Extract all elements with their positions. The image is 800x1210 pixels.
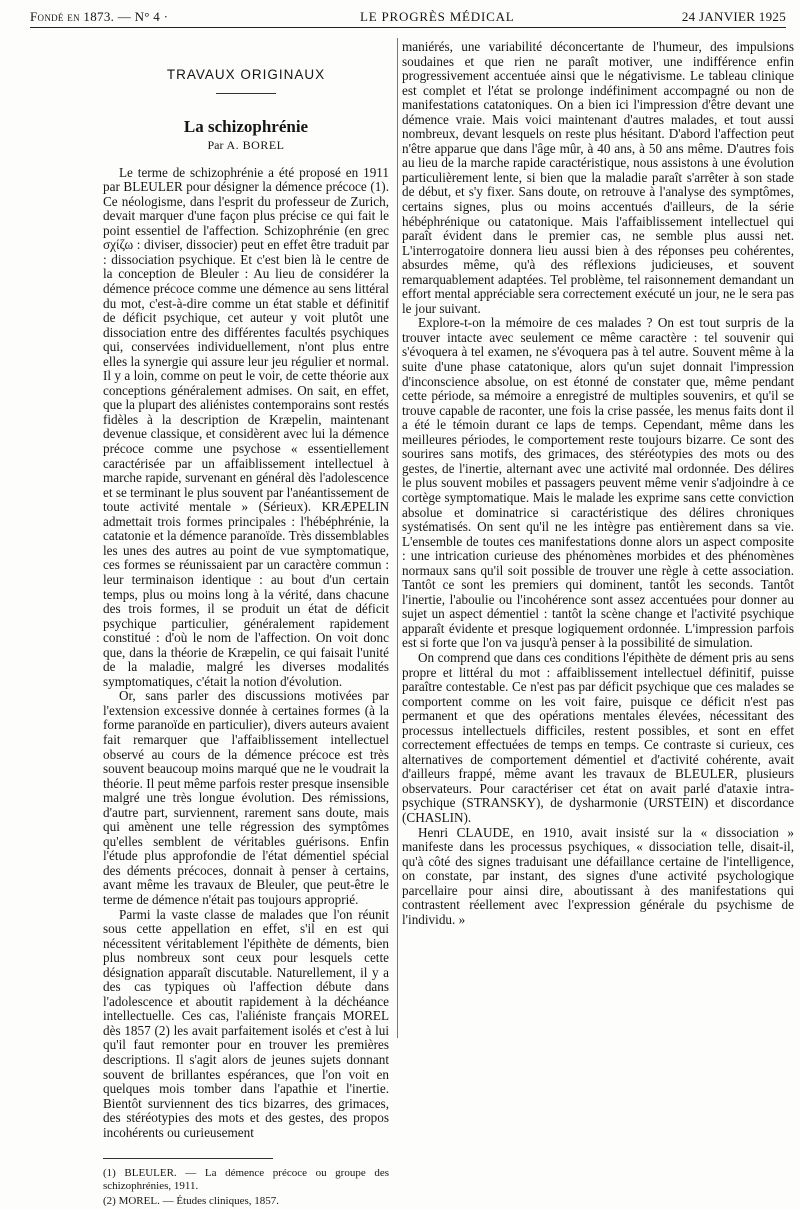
- right-column: [402, 40, 794, 927]
- paragraph: maniérés, une variabilité déconcertante de l'humeur, des impulsions soudaines et que rien ne paraît motiver, une indifférence enfin progressivement accentuée ainsi que le négativisme. Le tableau clinique est complet et l'état se prolonge indéfiniment accompagné ou non de manifestations catatoniques. On a bien ici l'impression d'être devant une démence vraie. Mais voici maintenant d'autres malades, et tout aussi nombreux, devant lesquels on reste plus hésitant. D'abord l'affection peut n'être apparue que dans l'âge mûr, à 40 ans, à 50 ans même. D'autres fois au lieu de la marche rapide caractéristique, nous assistons à une évolution particulièrement lente, si bien que la maladie paraît s'arrêter à son stade de début, et s'y fixer. Sans doute, on retrouve à l'analyse des symptômes, certains signes, plus ou moins accentués d'ailleurs, de la série hébéphrénique ou catatonique. Mais l'affaiblissement intellectuel qui paraît évident dans le premier cas, ne semble plus aussi net. L'interrogatoire donnera lieu aussi bien à des réponses peu cohérentes, absurdes même, qu'à des réflexions judicieuses, et souvent remarquablement adaptées. Tel problème, tel raisonnement demandant un effort mental appréciable sera correctement exécuté un jour, ne le sera pas le jour suivant.: [402, 39, 794, 316]
- journal-name: LE PROGRÈS MÉDICAL: [360, 9, 515, 24]
- footnote: (2) MOREL. — Études cliniques, 1857.: [103, 1195, 279, 1208]
- section-rule: [216, 93, 276, 94]
- paragraph: Henri CLAUDE, en 1910, avait insisté sur la « dissociation » manifeste dans les processus psychiques, « dissociation telle, disait-il, qu'à côté des signes traduisant une défaillance certaine de l'intelligence, on constate, par instant, des signes d'une activité psychologique parcellaire pour ainsi dire, aboutissant à des manifestations qui contrastent réellement avec l'expression générale du psychisme de l'individu. »: [402, 824, 794, 927]
- article-title: La schizophrénie: [183, 116, 309, 136]
- byline-prefix: Par: [207, 138, 224, 153]
- paragraph: Or, sans parler des discussions motivées par l'extension excessive donnée à certaines formes (à la forme paranoïde en particulier), divers auteurs avaient fait remarquer que l'affaiblissement intellectuel observé au cours de la démence précoce est très souvent beaucoup moins marqué que ne le voudrait la théorie. Il peut même parfois rester presque insensible malgré une très longue évolution. Des rémissions, d'autre part, surviennent, rarement sans doute, mais qui amènent une telle régression des symptômes qu'elles semblent de véritables guérisons. Enfin l'étude plus approfondie de l'état démentiel spécial des déments précoces, donnait à penser à certains, avant même les travaux de Bleuler, que peut-être le terme de démence n'était pas toujours approprié.: [103, 688, 389, 907]
- header-founded: Fondé en 1873. — N° 4 ·: [30, 9, 169, 24]
- paragraph: Parmi la vaste classe de malades que l'on réunit sous cette appellation en effet, s'il en est qui nécessitent véritablement l'épithète de déments, bien plus nombreux sont ceux pour lesquels cette désignation apparaît discutable. Naturellement, il y a des cas typiques où l'affection débute dans l'adolescence et aboutit rapidement à la déchéance intellectuelle. Ces cas, l'aliéniste français MOREL dès 1857 (2) les avait parfaitement isolés et c'est à lui qu'il faut remonter pour en trouver les premières descriptions. Il s'agit alors de jeunes sujets donnant souvent de brillantes espérances, que l'on voit en quelques mois tomber dans l'apathie et l'inertie. Bientôt surviennent des tics bizarres, des grimaces, des stéréotypies des mots et des gestes, des propos incohérents ou curieusement: [103, 906, 389, 1140]
- header-rule: [30, 27, 786, 28]
- section-title: TRAVAUX ORIGINAUX: [166, 67, 326, 82]
- footnote-rule: [103, 1158, 273, 1159]
- paragraph: On comprend que dans ces conditions l'épithète de dément pris au sens propre et littéral du mot : affaiblissement intellectuel définitif, puisse paraître contestable. Ce n'est pas par déficit psychique que ces malades se comportent comme on les voit faire, puisque ce déficit n'est pas permanent et que des opérations mentales élevées, nécessitant des processus intellectuels difficiles, restent possibles, et sont en effet correctement effectuées de temps en temps. Ce contraste si curieux, ces alternatives de comportement démentiel et d'activité cohérente, avait d'ailleurs frappé, même avant les travaux de BLEULER, plusieurs observateurs. Pour caractériser cet état on avait parlé d'ataxie intra-psychique (STRANSKY), de dysharmonie (URSTEIN) et discordance (CHASLIN).: [402, 649, 794, 825]
- paragraph: Le terme de schizophrénie a été proposé en 1911 par BLEULER pour désigner la démence précoce (1). Ce néologisme, dans l'esprit du professeur de Zurich, devait marquer d'une façon plus précise ce qui fait le point essentiel de l'affection. Schizophrénie (en grec σχίζω : diviser, dissocier) peut en effet être traduit par : dissociation psychique. Et c'est bien là le centre de la conception de Bleuler : Au lieu de considérer la démence précoce comme une démence au sens littéral du mot, c'est-à-dire comme un état stable et définitif de déficit psychique, cet auteur y voit plutôt une dissociation entre des différentes facultés psychiques qui, conservées individuellement, n'ont plus entre elles la synergie qui assure leur jeu régulier et normal. Il y a loin, comme on peut le voir, de cette théorie aux conceptions généralement admises. On sait, en effet, que la plupart des aliénistes contemporains sont restés fidèles à la description de Kræpelin, maintenant devenue classique, et considèrent avec lui la démence précoce comme une psychose « essentiellement caractérisée par un affaiblissement intellectuel à marche rapide, survenant en général dès l'adolescence et se terminant le plus souvent par l'anéantissement de toute activité mentale » (Sérieux). KRÆPELIN admettait trois formes principales : l'hébéphrénie, la catatonie et la démence paranoïde. Très dissemblables les unes des autres au point de vue symptomatique, ces formes se réunissaient par un caractère commun : leur terminaison identique : au bout d'un certain temps, plus ou moins long à la vérité, dans chacune des trois formes, il se produit un état de déficit psychique particulier, généralement rapidement constitué : d'où le nom de l'affection. On voit donc que, dans la théorie de Kræpelin, ce qui faisait l'unité de la maladie, malgré les diverses modalités symptomatiques, c'était la notion d'évolution.: [103, 164, 389, 689]
- byline-author: A. BOREL: [226, 138, 285, 153]
- footnotes: [103, 1167, 389, 1208]
- paragraph: Explore-t-on la mémoire de ces malades ? On est tout surpris de la trouver intacte avec seulement ce même caractère : tel souvenir qui s'évoquera à tel examen, ne s'évoquera pas à tel autre. Souvent même à la suite d'une phase catatonique, alors qu'un sujet donnait l'impression d'inconscience absolue, on est étonné de constater que, même pendant cette période, sa mémoire a enregistré de multiples souvenirs, et qu'il se trouve capable de raconter, une fois la crise passée, les menus faits dont il a été le témoin durant ce laps de temps. Cependant, même dans les meilleures périodes, le comportement reste toujours bizarre. Ce sont des sourires sans motifs, des grimaces, des stéréotypies des mots ou des gestes, de l'inertie, alternant avec une activité mal ordonnée. Des délires le plus souvent mobiles et passagers peuvent même venir s'adjoindre à ce cortège symptomatique. Mais le malade les exprime sans cette conviction absolue et dominatrice si caractéristique des délires chroniques systématisés. On sent qu'il ne les intègre pas entièrement dans sa vie. L'ensemble de toutes ces manifestations donne alors un aspect composite : une intrication curieuse des phénomènes morbides et des phénomènes normaux sans qu'il soit possible de trouver une règle à cette association. Tantôt ce sont les premiers qui dominent, tantôt les seconds. Tantôt l'inertie, l'aboulie ou l'incohérence sont assez accentuées pour donner au sujet un aspect démentiel : tantôt la scène change et l'activité psychique apparaît évidente et presque logiquement ordonnée. L'impression parfois est si forte que l'on va jusqu'à penser à la possibilité de simulation.: [402, 315, 794, 651]
- column-divider: [397, 38, 398, 1038]
- left-column: [103, 58, 389, 1210]
- byline: [103, 138, 389, 153]
- footnote: (1) BLEULER. — La démence précoce ou groupe des schizophrénies, 1911.: [103, 1167, 389, 1193]
- issue-date: 24 JANVIER 1925: [681, 9, 786, 24]
- page-header: [30, 6, 786, 32]
